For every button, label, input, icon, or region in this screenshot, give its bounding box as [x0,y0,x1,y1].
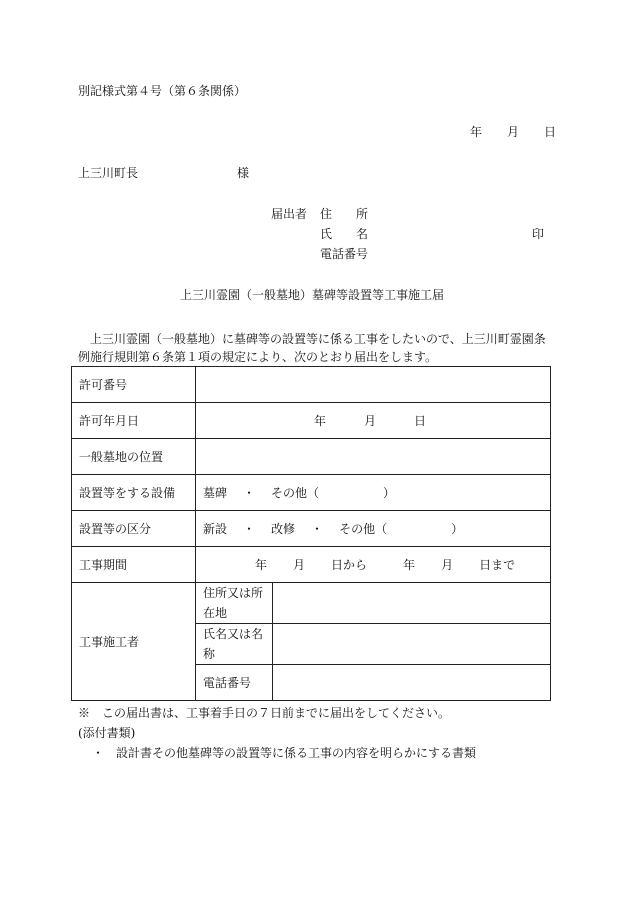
document-title: 上三川霊園（一般墓地）墓碑等設置等工事施工届 [180,288,445,302]
category-other: その他（ [339,521,388,536]
category-repair: 改修 [271,521,296,536]
applicant-name-label: 氏 名 [320,227,369,241]
contractor-address-label: 住所又は所在地 [196,583,273,624]
period-from-month: 月 [293,557,306,572]
application-table [71,366,551,701]
permit-day: 日 [414,413,427,428]
period-from-year: 年 [255,557,268,572]
period-to-year: 年 [403,557,416,572]
equipment-other: その他（ [271,485,320,500]
form-number: 別記様式第４号（第６条関係） [78,84,247,98]
period-label: 工事期間 [72,547,196,583]
permit-date-label: 許可年月日 [72,403,196,439]
row-period [72,547,551,583]
body-paragraph: 上三川霊園（一般墓地）に墓碑等の設置等に係る工事をしたいので、上三川町霊園条例施行規則第６条第１項の規定により、次のとおり届出をします。 [78,332,546,364]
contractor-label: 工事施工者 [72,583,196,701]
date-day-label: 日 [544,125,557,139]
seal-mark: 印 [532,227,545,241]
period-value [196,547,551,583]
permit-month: 月 [364,413,377,428]
category-separator-2: ・ [311,521,324,536]
row-contractor-address [72,583,551,624]
equipment-separator: ・ [243,485,256,500]
row-equipment [72,475,551,511]
equipment-label: 設置等をする設備 [72,475,196,511]
contractor-address-value [273,583,551,624]
attached-docs-label: (添付書類) [78,726,136,740]
equipment-value [196,475,551,511]
attached-docs-item: ・ 設計書その他墓碑等の設置等に係る工事の内容を明らかにする書類 [92,746,477,760]
permit-number-label: 許可番号 [72,367,196,403]
date-year-label: 年 [470,125,483,139]
applicant-label: 届出者 [271,207,308,221]
honorific: 様 [237,166,250,180]
period-to-day: 日まで [479,557,516,572]
permit-date-value [196,403,551,439]
category-close-paren: ） [451,521,464,536]
period-from-day: 日から [331,557,368,572]
row-category [72,511,551,547]
permit-number-value [196,367,551,403]
row-grave-location [72,439,551,475]
period-to-month: 月 [441,557,454,572]
contractor-name-label: 氏名又は名称 [196,624,273,665]
grave-location-label: 一般墓地の位置 [72,439,196,475]
category-label: 設置等の区分 [72,511,196,547]
equipment-close-paren: ） [383,485,396,500]
equipment-gravestone: 墓碑 [203,485,228,500]
grave-location-value [196,439,551,475]
row-permit-date [72,403,551,439]
category-value [196,511,551,547]
applicant-phone-label: 電話番号 [320,247,369,261]
note-deadline: ※ この届出書は、工事着手日の７日前までに届出をしてください。 [78,706,451,720]
contractor-phone-label: 電話番号 [196,665,273,701]
addressee: 上三川町長 [78,166,139,180]
contractor-name-value [273,624,551,665]
contractor-phone-value [273,665,551,701]
category-new: 新設 [203,521,228,536]
date-month-label: 月 [507,125,520,139]
permit-year: 年 [314,413,327,428]
applicant-address-label: 住 所 [320,207,369,221]
row-permit-number [72,367,551,403]
category-separator-1: ・ [243,521,256,536]
